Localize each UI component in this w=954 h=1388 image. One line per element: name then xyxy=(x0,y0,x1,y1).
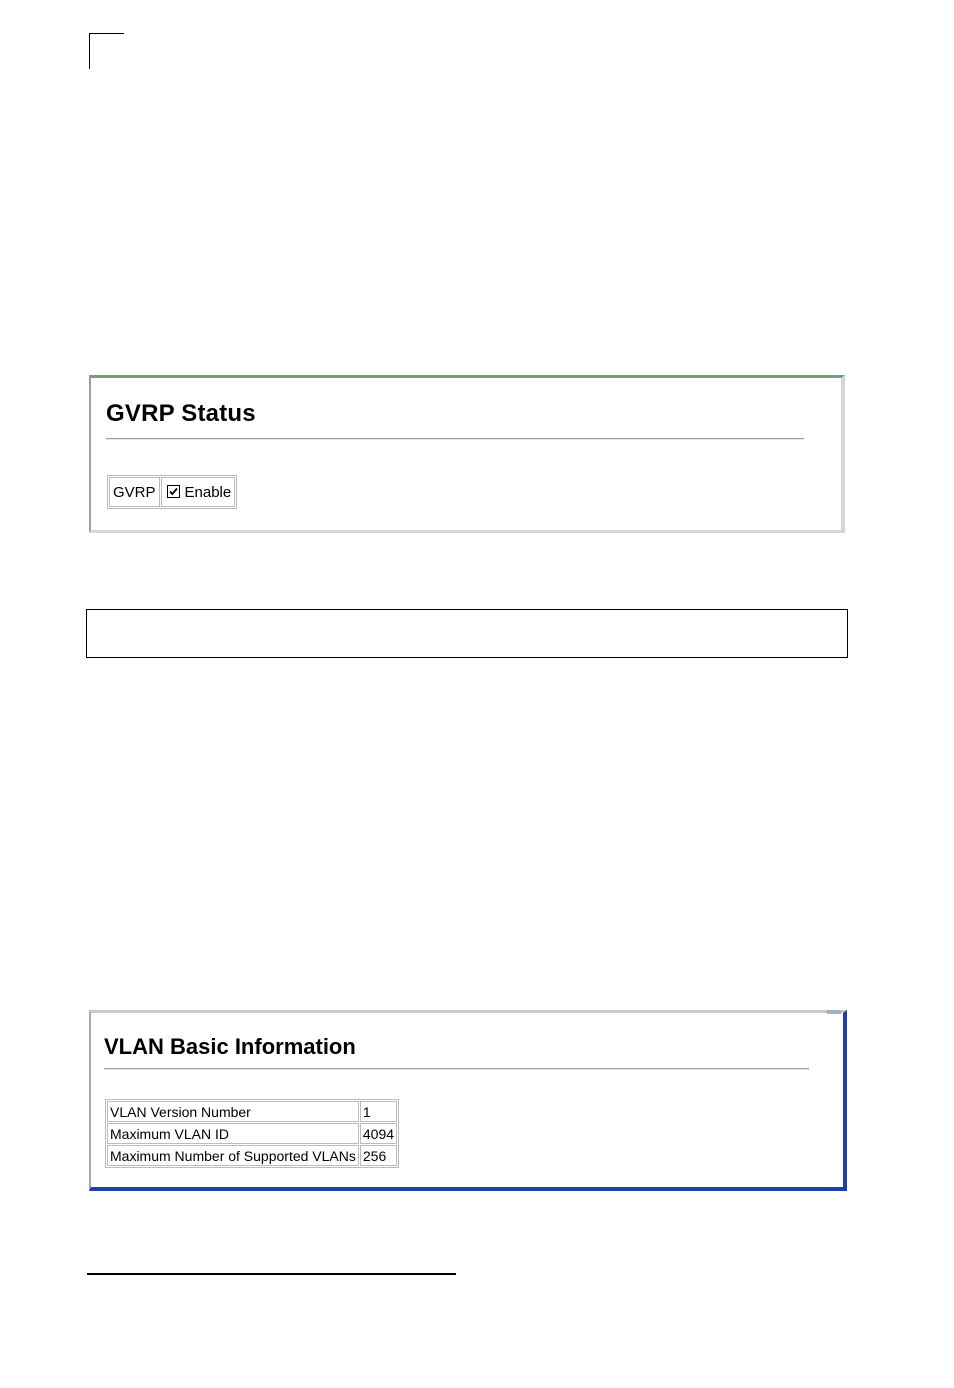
footnote-rule xyxy=(87,1273,456,1275)
vlan-info-value: 256 xyxy=(360,1145,397,1166)
gvrp-enable-cell xyxy=(161,477,236,507)
gvrp-enable-checkbox[interactable] xyxy=(167,485,180,498)
vlan-info-value: 1 xyxy=(360,1101,397,1122)
title-divider xyxy=(104,1068,809,1070)
table-row xyxy=(109,477,235,507)
table-row xyxy=(107,1101,397,1122)
crop-mark-horizontal xyxy=(89,33,124,34)
table-row xyxy=(107,1123,397,1144)
note-box xyxy=(86,609,848,658)
vlan-info-label: VLAN Version Number xyxy=(107,1101,359,1122)
gvrp-field-label: GVRP xyxy=(109,477,160,507)
vlan-info-value: 4094 xyxy=(360,1123,397,1144)
checkmark-icon xyxy=(168,486,179,497)
vlan-basic-info-panel xyxy=(89,1010,847,1191)
vlan-info-table xyxy=(105,1099,399,1168)
page-title: GVRP Status xyxy=(106,400,256,427)
window-corner-tab xyxy=(827,1010,841,1014)
vlan-info-label: Maximum Number of Supported VLANs xyxy=(107,1145,359,1166)
title-divider xyxy=(106,438,804,440)
gvrp-status-panel xyxy=(89,375,845,533)
page-title: VLAN Basic Information xyxy=(104,1034,356,1059)
gvrp-enable-label: Enable xyxy=(184,483,232,501)
vlan-info-label: Maximum VLAN ID xyxy=(107,1123,359,1144)
crop-mark-vertical xyxy=(89,33,90,69)
table-row xyxy=(107,1145,397,1166)
gvrp-settings-table xyxy=(107,475,237,509)
